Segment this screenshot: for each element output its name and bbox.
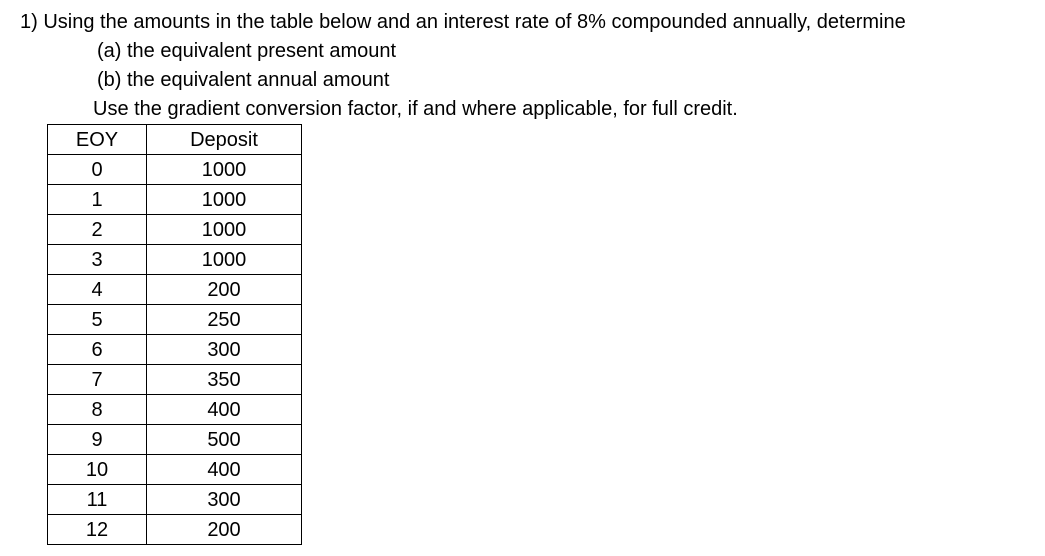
cell-eoy: 0 [48, 155, 147, 185]
table-row [48, 335, 302, 365]
cell-eoy: 7 [48, 365, 147, 395]
cell-eoy: 2 [48, 215, 147, 245]
table-row [48, 395, 302, 425]
cell-eoy: 1 [48, 185, 147, 215]
cell-deposit: 300 [147, 485, 302, 515]
cell-deposit: 1000 [147, 245, 302, 275]
question-part-a: (a) the equivalent present amount [97, 40, 397, 62]
deposit-table [47, 124, 302, 545]
cell-eoy: 5 [48, 305, 147, 335]
cell-eoy: 11 [48, 485, 147, 515]
question-part-b: (b) the equivalent annual amount [97, 69, 390, 91]
table-row [48, 155, 302, 185]
cell-deposit: 350 [147, 365, 302, 395]
cell-deposit: 1000 [147, 155, 302, 185]
header-eoy: EOY [48, 125, 147, 155]
cell-eoy: 8 [48, 395, 147, 425]
table-row [48, 485, 302, 515]
cell-deposit: 200 [147, 515, 302, 545]
deposit-table-container [47, 124, 302, 545]
cell-deposit: 1000 [147, 185, 302, 215]
cell-deposit: 250 [147, 305, 302, 335]
cell-eoy: 6 [48, 335, 147, 365]
cell-deposit: 400 [147, 395, 302, 425]
cell-deposit: 200 [147, 275, 302, 305]
table-row [48, 365, 302, 395]
question-intro: 1) Using the amounts in the table below and an interest rate of 8% compounded annually, determine [20, 11, 906, 33]
question-text [20, 8, 906, 124]
table-header-row [48, 125, 302, 155]
table-row [48, 305, 302, 335]
table-row [48, 275, 302, 305]
table-body [48, 155, 302, 545]
cell-deposit: 400 [147, 455, 302, 485]
header-deposit: Deposit [147, 125, 302, 155]
cell-deposit: 1000 [147, 215, 302, 245]
table-row [48, 455, 302, 485]
question-note: Use the gradient conversion factor, if and where applicable, for full credit. [93, 98, 738, 120]
cell-eoy: 12 [48, 515, 147, 545]
cell-deposit: 300 [147, 335, 302, 365]
table-row [48, 185, 302, 215]
table-row [48, 425, 302, 455]
table-row [48, 515, 302, 545]
cell-eoy: 3 [48, 245, 147, 275]
cell-eoy: 9 [48, 425, 147, 455]
cell-deposit: 500 [147, 425, 302, 455]
cell-eoy: 10 [48, 455, 147, 485]
table-row [48, 245, 302, 275]
table-row [48, 215, 302, 245]
cell-eoy: 4 [48, 275, 147, 305]
